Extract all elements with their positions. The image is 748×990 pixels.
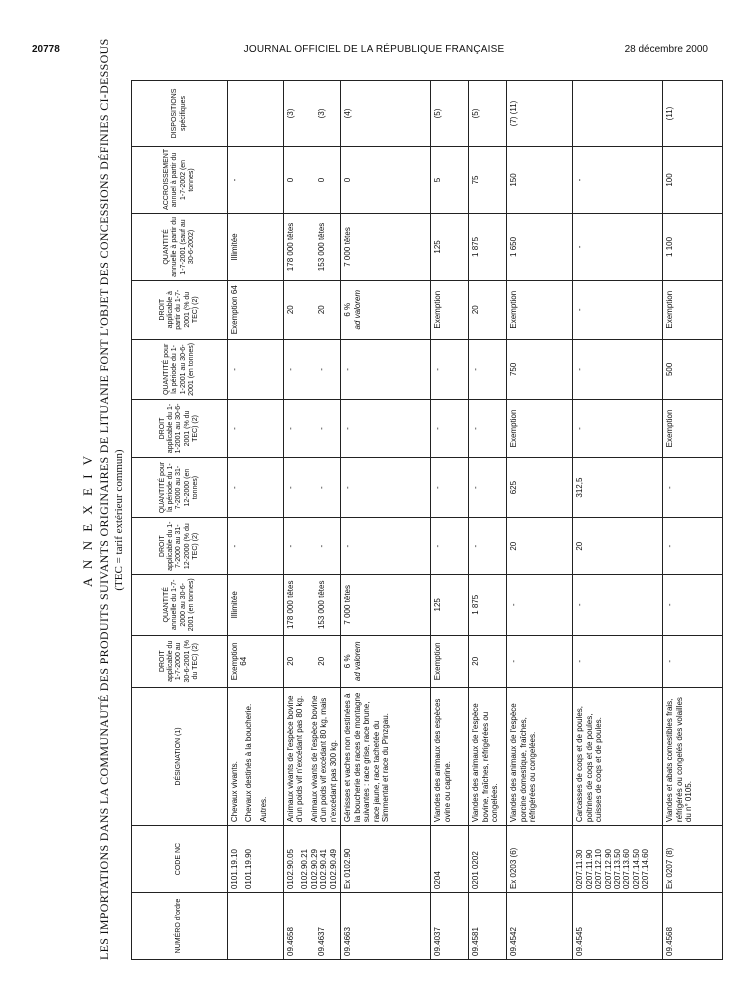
cell-disp [228, 81, 284, 147]
cell-text: 500 [665, 362, 675, 377]
cell-text: 625 [509, 480, 519, 495]
cell-acc [431, 146, 469, 213]
cell-text: 0 [286, 177, 295, 183]
cell-d3 [507, 400, 573, 458]
cell-text: 0102.90.21 0102.90.29 0102.90.41 0102.90.49 [300, 848, 338, 890]
cell-text: - [471, 427, 481, 430]
cell-text: 1 650 [509, 236, 519, 257]
cell-text: Viandes des animaux des espèces ovine ou caprine. [433, 698, 452, 823]
annex-note: (TEC = tarif extérieur commun) [113, 449, 125, 591]
cell-d4 [228, 280, 284, 339]
cell-d4 [469, 280, 507, 339]
cell-text: 7 000 têtes [343, 227, 353, 267]
cell-text: 1 875 [471, 236, 481, 257]
cell-designation [228, 687, 284, 825]
cell-d2 [663, 518, 723, 575]
table-body [228, 81, 723, 960]
cell-num [507, 893, 573, 960]
cell-code [341, 826, 431, 893]
cell-q1 [228, 574, 284, 635]
cell-text: Viandes des animaux de l'espèce bovine, fraîches, réfrigérées ou congelées. [471, 703, 500, 823]
table-row [507, 81, 573, 960]
cell-text: - [317, 544, 327, 548]
cell-q1 [573, 574, 663, 635]
cell-text: Exemption 64 [230, 642, 249, 681]
cell-text: Illimitée [230, 233, 239, 261]
cell-text: - [575, 245, 585, 249]
cell-q3 [573, 339, 663, 400]
cell-text: 312,5 [575, 477, 585, 498]
cell-text: 125 [433, 598, 443, 612]
cell-designation [507, 687, 573, 825]
col-header: DROIT applicable du 1-1-2001 au 30-6-2001 (% du TEC) (2) [132, 400, 228, 458]
cell-text: 5 [433, 177, 443, 183]
cell-text: - [230, 486, 239, 489]
cell-q4 [431, 213, 469, 280]
cell-text: - [343, 544, 353, 548]
cell-text: - [575, 659, 585, 663]
cell-disp [469, 81, 507, 147]
cell-text: 0102.90.05 [286, 848, 295, 890]
cell-q3 [663, 339, 723, 400]
cell-q2 [507, 457, 573, 518]
cell-text: 20 [286, 305, 295, 315]
cell-d4 [284, 280, 341, 339]
cell-text: Animaux vivants de l'espèce bovine d'un poids vif n'excédant pas 80 kg. [286, 695, 305, 823]
cell-text: - [286, 544, 295, 548]
cell-d3 [573, 400, 663, 458]
cell-text: 20 [575, 541, 585, 551]
cell-text: Exemption [433, 290, 443, 329]
col-header: QUANTITÉ annuelle du 1-7-2000 au 30-6-2001 (en tonnes) [132, 574, 228, 635]
cell-q2 [431, 457, 469, 518]
table-row [469, 81, 507, 960]
cell-q1 [341, 574, 431, 635]
cell-designation [663, 687, 723, 825]
cell-text: Autres. [258, 796, 268, 823]
cell-disp [507, 81, 573, 147]
cell-q3 [469, 339, 507, 400]
cell-designation [431, 687, 469, 825]
cell-text: - [471, 368, 481, 371]
cell-d3 [469, 400, 507, 458]
cell-q3 [341, 339, 431, 400]
cell-text: 1 100 [665, 236, 675, 257]
cell-text: Génisses et vaches non destinées à la boucherie des races de montagne suivantes : race grise, race brune, race jaune, race tachetée du Simmental et race du Pinzgau. [343, 692, 390, 823]
cell-q1 [469, 574, 507, 635]
cell-text: - [317, 427, 327, 430]
cell-num [284, 893, 341, 960]
cell-d2 [469, 518, 507, 575]
cell-text: - [343, 368, 353, 371]
cell-text: - [471, 544, 481, 548]
cell-d1 [341, 635, 431, 687]
cell-text: - [286, 427, 295, 430]
cell-d1 [228, 635, 284, 687]
cell-text: Ex 0207 (8) [665, 847, 675, 890]
cell-text: 0204 [433, 871, 443, 890]
cell-text: 0201 0202 [471, 851, 481, 890]
cell-q1 [507, 574, 573, 635]
cell-acc [341, 146, 431, 213]
cell-q2 [228, 457, 284, 518]
cell-num [469, 893, 507, 960]
cell-disp [284, 81, 341, 147]
cell-code [431, 826, 469, 893]
cell-d4 [663, 280, 723, 339]
cell-d2 [431, 518, 469, 575]
cell-text: - [433, 427, 443, 430]
cell-num [228, 893, 284, 960]
cell-num [573, 893, 663, 960]
annex-subtitle: LES IMPORTATIONS DANS LA COMMUNAUTÉ DES PRODUITS SUIVANTS ORIGINAIRES DE LITUANIE FONT L'OBJET DES CONCESSIONS DÉFINIES CI-DESSOUS [97, 38, 111, 960]
cell-text: - [471, 486, 481, 489]
cell-q4 [469, 213, 507, 280]
col-header: DROIT applicable du 1-7-2000 au 31-12-2000 (% du TEC) (2) [132, 518, 228, 575]
cell-q4 [573, 213, 663, 280]
cell-q2 [469, 457, 507, 518]
cell-text: ad valorem [352, 289, 362, 330]
cell-text: Exemption [665, 409, 675, 448]
cell-text: - [509, 659, 519, 663]
cell-num [663, 893, 723, 960]
cell-text: 0207.11.30 0207.11.90 0207.12.10 0207.12.90 0207.13.50 0207.13.60 0207.14.50 0207.14.60 [575, 848, 651, 890]
annex-label: A N N E X E I V [80, 453, 95, 587]
cell-d1 [507, 635, 573, 687]
cell-text: 20 [317, 305, 327, 315]
cell-text: 09.4658 [286, 927, 295, 956]
cell-text: 09.4545 [575, 927, 585, 956]
cell-code [284, 826, 341, 893]
col-header: DROIT applicable à partir du 1-7-2001 (% du TEC) (2) [132, 280, 228, 339]
cell-num [431, 893, 469, 960]
cell-text: 153 000 têtes [317, 222, 327, 272]
table-row [284, 81, 341, 960]
cell-text: 150 [509, 173, 519, 187]
table-row [431, 81, 469, 960]
cell-q4 [284, 213, 341, 280]
cell-q2 [341, 457, 431, 518]
cell-d3 [341, 400, 431, 458]
col-header: DISPOSITIONS spécifiques [132, 81, 228, 147]
cell-d2 [507, 518, 573, 575]
cell-q4 [663, 213, 723, 280]
cell-d2 [573, 518, 663, 575]
cell-q2 [663, 457, 723, 518]
cell-code [507, 826, 573, 893]
cell-acc [469, 146, 507, 213]
cell-q4 [228, 213, 284, 280]
cell-text: Animaux vivants de l'espèce bovine d'un poids vif excédant 80 kg, mais n'excédant pas 300 kg. [309, 695, 338, 823]
cell-text: Ex 0102.90 [343, 848, 353, 890]
col-header: QUANTITÉ pour la période du 1-7-2000 au 31-12-2000 (en tonnes) [132, 457, 228, 518]
cell-acc [507, 146, 573, 213]
cell-designation [469, 687, 507, 825]
cell-q2 [284, 457, 341, 518]
cell-text: 20 [509, 541, 519, 551]
cell-text: (5) [433, 108, 443, 119]
cell-text: - [665, 659, 675, 663]
cell-text: (11) [665, 106, 675, 121]
cell-d1 [431, 635, 469, 687]
cell-text: - [665, 486, 675, 489]
cell-text: 09.4037 [433, 927, 443, 956]
cell-text: 125 [433, 240, 443, 254]
cell-acc [663, 146, 723, 213]
cell-text: - [575, 427, 585, 430]
cell-text: 20 [317, 656, 327, 666]
cell-text: 6 % [343, 302, 353, 317]
cell-text: - [433, 544, 443, 548]
cell-text: (3) [286, 108, 295, 119]
cell-text: Carcasses de coqs et de poules, poitrines de coqs et de poules, cuisses de coqs et de poules. [575, 705, 604, 823]
cell-text: - [230, 178, 239, 182]
cell-text: (7) (11) [509, 100, 519, 127]
col-header: QUANTITÉ pour la période du 1-1-2001 au 30-6-2001 (en tonnes) [132, 339, 228, 400]
cell-text: - [575, 308, 585, 312]
cell-text: Illimitée [230, 591, 239, 619]
cell-q3 [228, 339, 284, 400]
cell-text: ad valorem [352, 641, 362, 682]
cell-text: (3) [317, 108, 327, 119]
cell-text: Exemption 64 [230, 285, 239, 335]
cell-d3 [431, 400, 469, 458]
cell-text: - [575, 603, 585, 607]
cell-text: 09.4637 [317, 927, 327, 956]
cell-code [469, 826, 507, 893]
cell-text: - [230, 427, 239, 430]
cell-q1 [663, 574, 723, 635]
cell-text: (5) [471, 108, 481, 119]
cell-d3 [228, 400, 284, 458]
cell-text: - [317, 486, 327, 489]
cell-text: 7 000 têtes [343, 584, 353, 625]
cell-q3 [431, 339, 469, 400]
cell-disp [573, 81, 663, 147]
cell-designation [284, 687, 341, 825]
cell-designation [341, 687, 431, 825]
cell-text: Exemption [509, 409, 519, 448]
table-row [663, 81, 723, 960]
cell-text: 100 [665, 173, 675, 187]
cell-text: Exemption [509, 290, 519, 329]
cell-d2 [341, 518, 431, 575]
cell-text: 09.4568 [665, 927, 675, 956]
cell-text: - [343, 486, 353, 489]
cell-text: - [509, 603, 519, 607]
cell-q3 [284, 339, 341, 400]
cell-text: 09.4542 [509, 927, 519, 956]
cell-d1 [469, 635, 507, 687]
cell-text: Viandes des animaux de l'espèce porcine domestique, fraîches, réfrigérées ou congelées. [509, 703, 538, 823]
concessions-table [131, 80, 723, 960]
cell-d2 [228, 518, 284, 575]
cell-num [341, 893, 431, 960]
cell-text: 6 % [343, 654, 353, 669]
cell-text: 0101.19.10 [230, 848, 239, 890]
cell-text: 178 000 têtes [286, 580, 295, 630]
table-header-row [132, 81, 228, 960]
cell-text: Viandes et abats comestibles frais, réfrigérés ou congelés des volailles du n° 0105. [665, 697, 694, 823]
cell-disp [431, 81, 469, 147]
cell-text: - [433, 368, 443, 371]
col-header: QUANTITÉ annuelle à partir du 1-7-2001 (sauf au 30-6-2002) [132, 213, 228, 280]
cell-d1 [573, 635, 663, 687]
table-row [573, 81, 663, 960]
cell-q4 [341, 213, 431, 280]
cell-text: 153 000 têtes [317, 580, 327, 630]
cell-text: - [575, 368, 585, 371]
cell-q1 [284, 574, 341, 635]
cell-d4 [507, 280, 573, 339]
cell-text: 20 [471, 656, 481, 666]
cell-text: 1 875 [471, 594, 481, 615]
cell-acc [573, 146, 663, 213]
cell-text: - [230, 368, 239, 371]
cell-text: 178 000 têtes [286, 222, 295, 272]
cell-text: - [575, 178, 585, 182]
cell-d3 [663, 400, 723, 458]
cell-text: 750 [509, 362, 519, 377]
cell-code [228, 826, 284, 893]
cell-text: - [665, 603, 675, 607]
cell-d1 [284, 635, 341, 687]
cell-text: - [230, 544, 239, 548]
journal-title: JOURNAL OFFICIEL DE LA RÉPUBLIQUE FRANÇAISE [243, 44, 505, 55]
cell-q4 [507, 213, 573, 280]
col-header: DÉSIGNATION (1) [132, 687, 228, 825]
cell-d4 [431, 280, 469, 339]
cell-code [663, 826, 723, 893]
col-header: ACCROISSEMENT annuel à partir du 1-7-2002 (en tonnes) [132, 146, 228, 213]
table-row [228, 81, 284, 960]
cell-d4 [573, 280, 663, 339]
table-row [341, 81, 431, 960]
cell-text: - [433, 486, 443, 489]
cell-text: Chevaux destinés à la boucherie. [244, 703, 254, 823]
cell-text: 20 [286, 656, 295, 666]
cell-text: Chevaux vivants. [230, 761, 239, 823]
cell-q2 [573, 457, 663, 518]
cell-text: 75 [471, 175, 481, 185]
cell-q3 [507, 339, 573, 400]
cell-acc [228, 146, 284, 213]
cell-text: 0101.19.90 [244, 848, 254, 890]
cell-acc [284, 146, 341, 213]
cell-text: 0 [343, 177, 353, 183]
issue-date: 28 décembre 2000 [624, 44, 708, 55]
cell-text: - [317, 368, 327, 371]
cell-text: (4) [343, 108, 353, 119]
cell-text: - [286, 368, 295, 371]
cell-q1 [431, 574, 469, 635]
cell-d4 [341, 280, 431, 339]
cell-code [573, 826, 663, 893]
col-header: NUMÉRO d'ordre [132, 893, 228, 960]
cell-text: 09.4663 [343, 927, 353, 956]
cell-d2 [284, 518, 341, 575]
cell-text: - [286, 486, 295, 489]
page-number: 20778 [32, 44, 60, 55]
col-header: DROIT applicable du 1-7-2000 au 30-6-2001 (% du TEC) (2) [132, 635, 228, 687]
col-header: CODE NC [132, 826, 228, 893]
cell-text: Exemption [433, 642, 443, 681]
cell-text: Ex 0203 (6) [509, 847, 519, 890]
cell-text: - [665, 544, 675, 548]
cell-text: - [343, 427, 353, 430]
cell-text: Exemption [665, 290, 675, 329]
cell-disp [341, 81, 431, 147]
cell-text: 0 [317, 177, 327, 183]
cell-d1 [663, 635, 723, 687]
cell-text: 20 [471, 305, 481, 315]
cell-text: 09.4581 [471, 927, 481, 956]
cell-d3 [284, 400, 341, 458]
cell-disp [663, 81, 723, 147]
cell-designation [573, 687, 663, 825]
